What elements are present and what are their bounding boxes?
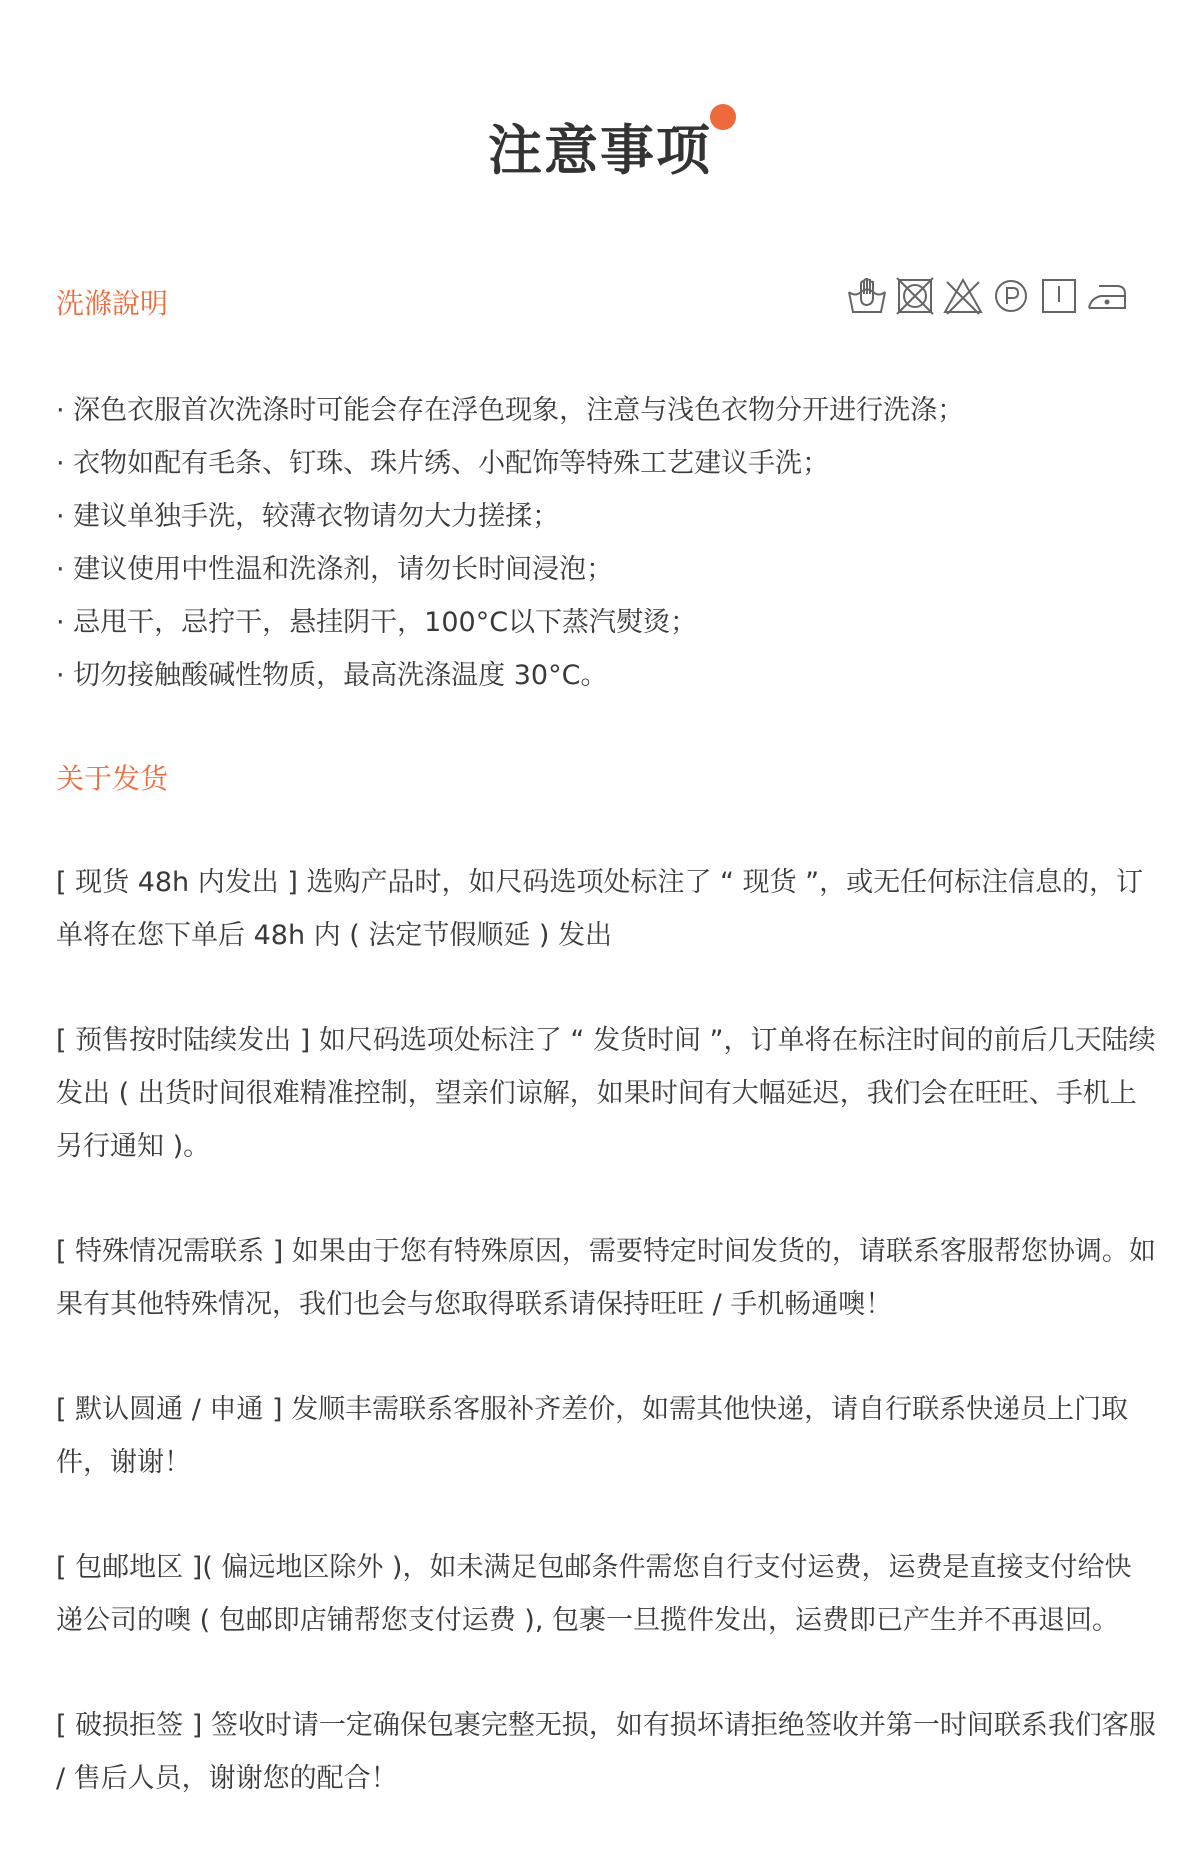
shipping-paragraph-free-shipping: [ 包邮地区 ]( 偏远地区除外 )，如未满足包邮条件需您自行支付运费，运费是直接支付给快递公司的噢 ( 包邮即店铺帮您支付运费 ), 包裹一旦揽件发出，运费即已产生并不再退回。 <box>56 1552 1132 1636</box>
shipping-paragraph-special: [ 特殊情况需联系 ] 如果由于您有特殊原因，需要特定时间发货的，请联系客服帮您协调。如果有其他特殊情况，我们也会与您取得联系请保持旺旺 / 手机畅通噢！ <box>56 1236 1156 1320</box>
low-iron-icon <box>1083 272 1131 320</box>
hand-wash-icon <box>843 272 891 320</box>
shipping-paragraph-damage: [ 破损拒签 ] 签收时请一定确保包裹完整无损，如有损坏请拒绝签收并第一时间联系我们客服 / 售后人员，谢谢您的配合！ <box>56 1710 1156 1794</box>
shipping-info <box>56 856 1156 1857</box>
list-item: · 建议单独手洗，较薄衣物请勿大力搓揉； <box>56 490 1156 543</box>
shipping-paragraph-presale: [ 预售按时陆续发出 ] 如尺码选项处标注了 “ 发货时间 ”，订单将在标注时间的前后几天陆续发出 ( 出货时间很难精准控制，望亲们谅解，如果时间有大幅延迟，我们会在旺旺、手机上另行通知 )。 <box>56 1025 1156 1162</box>
do-not-tumble-dry-icon <box>891 272 939 320</box>
line-dry-icon <box>1035 272 1083 320</box>
wash-instructions-list <box>56 384 1156 702</box>
list-item: · 衣物如配有毛条、钉珠、珠片绣、小配饰等特殊工艺建议手洗； <box>56 437 1156 490</box>
shipping-paragraph-courier: [ 默认圆通 / 申通 ] 发顺丰需联系客服补齐差价，如需其他快递，请自行联系快递员上门取件，谢谢！ <box>56 1394 1129 1478</box>
list-item: · 切勿接触酸碱性物质，最高洗涤温度 30°C。 <box>56 649 1156 702</box>
dry-clean-p-icon <box>987 272 1035 320</box>
shipping-paragraph-in-stock: [ 现货 48h 内发出 ] 选购产品时，如尺码选项处标注了 “ 现货 ”，或无任何标注信息的，订单将在您下单后 48h 内 ( 法定节假顺延 ) 发出 <box>56 867 1144 951</box>
list-item: · 建议使用中性温和洗涤剂，请勿长时间浸泡； <box>56 543 1156 596</box>
do-not-bleach-icon <box>939 272 987 320</box>
wash-instructions-heading: 洗滌說明 <box>56 287 169 320</box>
shipping-heading: 关于发货 <box>56 762 169 795</box>
page-title: 注意事项 <box>488 119 712 182</box>
list-item: · 忌甩干，忌拧干，悬挂阴干，100°C以下蒸汽熨烫； <box>56 596 1156 649</box>
list-item: · 深色衣服首次洗涤时可能会存在浮色现象，注意与浅色衣物分开进行洗涤； <box>56 384 1156 437</box>
care-symbols <box>843 272 1131 320</box>
